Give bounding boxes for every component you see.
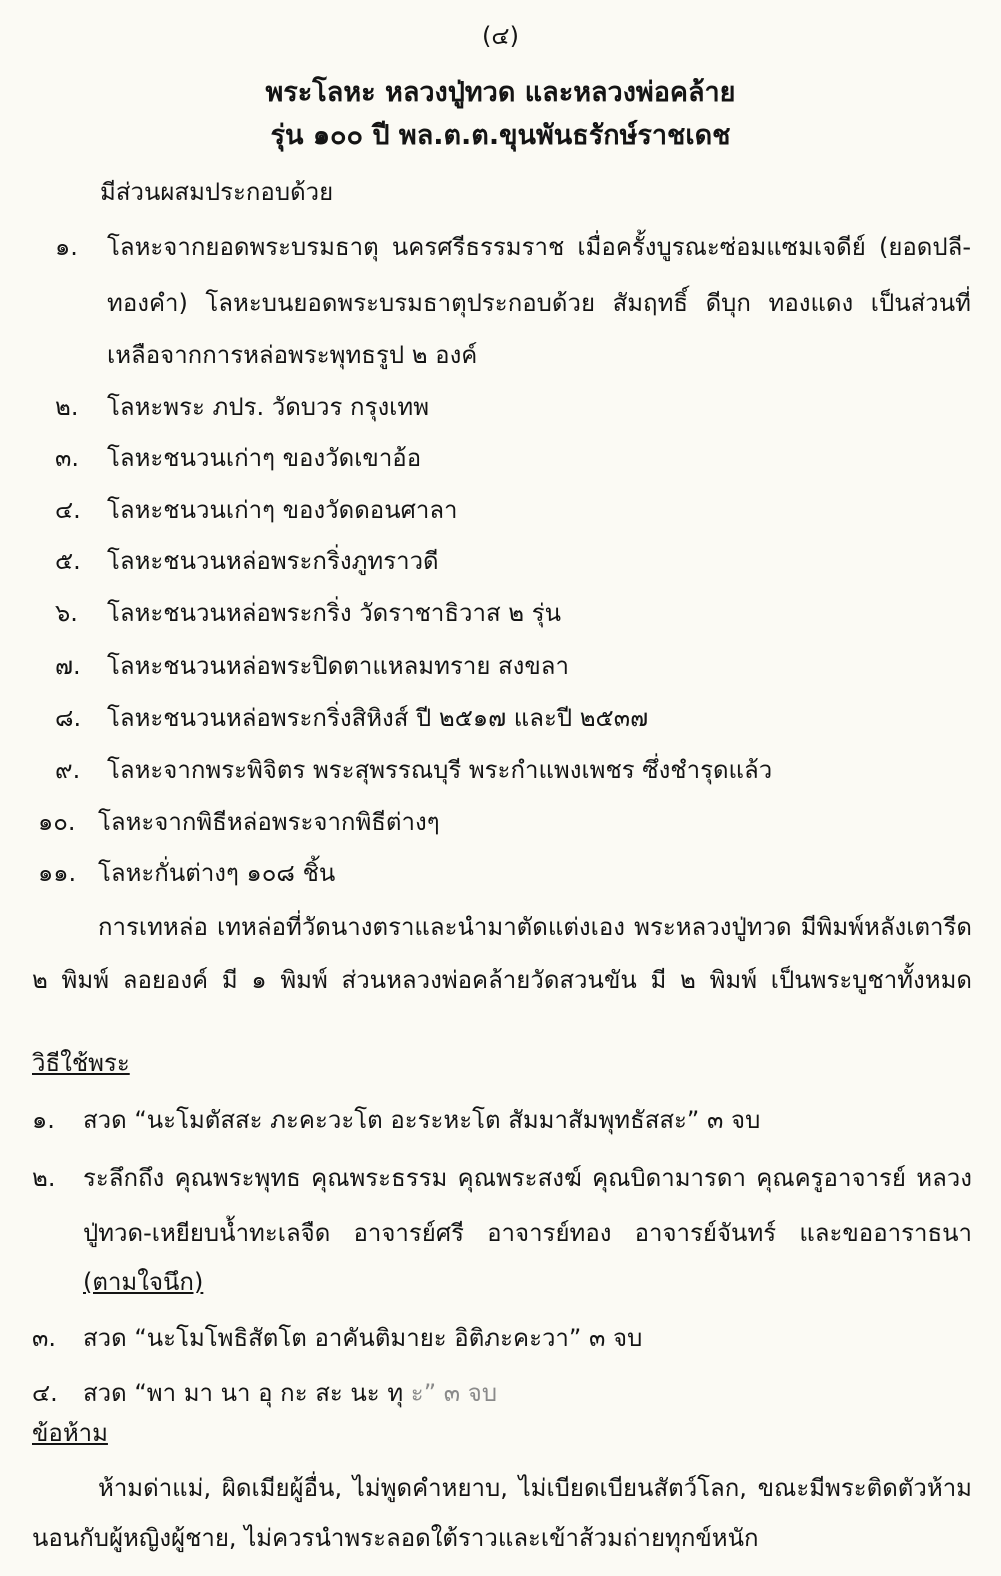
ingredient-text: โลหะจากพระพิจิตร พระสุพรรณบุรี พระกำแพงเพชร ซึ่งชำรุดแล้ว xyxy=(107,756,773,784)
usage-number: ๔. xyxy=(32,1379,58,1407)
ingredient-number: ๓. xyxy=(55,444,80,472)
ingredient-text: โลหะชนวนเก่าๆ ของวัดดอนศาลา xyxy=(107,496,458,524)
page-number: (๔) xyxy=(482,22,519,50)
usage-number: ๓. xyxy=(32,1324,57,1352)
usage-text: สวด “นะโมโพธิสัตโต อาคันติมายะ อิติภะคะวา” ๓ จบ xyxy=(83,1324,643,1352)
ingredient-text: ทองคำ) โลหะบนยอดพระบรมธาตุประกอบด้วย สัมฤทธิ์ ดีบุก ทองแดง เป็นส่วนที่ xyxy=(107,289,971,317)
title-line-2: รุ่น ๑๐๐ ปี พล.ต.ต.ขุนพันธรักษ์ราชเดช xyxy=(270,120,731,151)
ingredient-number: ๑๐. xyxy=(38,808,76,836)
ingredient-number: ๖. xyxy=(55,599,78,627)
usage-text-faded: ะ” ๓ จบ xyxy=(410,1379,498,1407)
usage-text: ระลึกถึง คุณพระพุทธ คุณพระธรรม คุณพระสงฆ์ คุณบิดามารดา คุณครูอาจารย์ หลวง xyxy=(83,1164,972,1192)
ingredient-number: ๘. xyxy=(55,704,82,732)
ingredient-text: โลหะจากพิธีหล่อพระจากพิธีต่างๆ xyxy=(98,808,440,836)
usage-text: ปู่ทวด-เหยียบน้ำทะเลจืด อาจารย์ศรี อาจารย์ทอง อาจารย์จันทร์ และขออาราธนา xyxy=(83,1219,972,1247)
ingredient-text: โลหะชนวนหล่อพระกริ่ง วัดราชาธิวาส ๒ รุ่น xyxy=(107,599,562,627)
usage-text: (ตามใจนึก) xyxy=(83,1268,204,1296)
ingredient-text: โลหะชนวนหล่อพระกริ่งสิหิงส์ ปี ๒๕๑๗ และปี ๒๕๓๗ xyxy=(107,704,649,732)
ingredient-number: ๒. xyxy=(55,393,79,421)
ingredient-text: โลหะชนวนหล่อพระปิดตาแหลมทราย สงขลา xyxy=(107,652,569,680)
casting-paragraph-line: ๒ พิมพ์ ลอยองค์ มี ๑ พิมพ์ ส่วนหลวงพ่อคล้ายวัดสวนขัน มี ๒ พิมพ์ เป็นพระบูชาทั้งหมด xyxy=(32,966,972,994)
usage-number: ๑. xyxy=(32,1106,55,1134)
ingredient-number: ๙. xyxy=(55,756,81,784)
ingredient-number: ๔. xyxy=(55,496,81,524)
usage-heading: วิธีใช้พระ xyxy=(32,1049,130,1077)
ingredient-text: เหลือจากการหล่อพระพุทธรูป ๒ องค์ xyxy=(107,341,478,369)
title-line-1: พระโลหะ หลวงปู่ทวด และหลวงพ่อคล้าย xyxy=(265,77,736,108)
ingredient-text: โลหะพระ ภปร. วัดบวร กรุงเทพ xyxy=(107,393,430,421)
ingredient-text: โลหะกั่นต่างๆ ๑๐๘ ชิ้น xyxy=(98,859,336,887)
ingredient-number: ๑๑. xyxy=(38,859,77,887)
prohibitions-line: ห้ามด่าแม่, ผิดเมียผู้อื่น, ไม่พูดคำหยาบ, ไม่เบียดเบียนสัตว์โลก, ขณะมีพระติดตัวห้าม xyxy=(98,1474,972,1502)
usage-text-main: สวด “พา มา นา อุ กะ สะ นะ ทุ xyxy=(83,1379,404,1407)
ingredient-number: ๑. xyxy=(55,233,78,261)
prohibitions-heading: ข้อห้าม xyxy=(32,1419,108,1447)
ingredient-number: ๗. xyxy=(55,652,81,680)
usage-text xyxy=(83,1373,497,1412)
ingredient-number: ๕. xyxy=(55,547,81,575)
ingredient-text: โลหะชนวนหล่อพระกริ่งภูทราวดี xyxy=(107,547,439,575)
ingredient-text: โลหะชนวนเก่าๆ ของวัดเขาอ้อ xyxy=(107,444,422,472)
intro-text: มีส่วนผสมประกอบด้วย xyxy=(100,178,334,206)
usage-text: สวด “นะโมตัสสะ ภะคะวะโต อะระหะโต สัมมาสัมพุทธัสสะ” ๓ จบ xyxy=(83,1106,761,1134)
prohibitions-line: นอนกับผู้หญิงผู้ชาย, ไม่ควรนำพระลอดใต้ราวและเข้าส้วมถ่ายทุกข์หนัก xyxy=(32,1524,759,1552)
ingredient-text: โลหะจากยอดพระบรมธาตุ นครศรีธรรมราช เมื่อครั้งบูรณะซ่อมแซมเจดีย์ (ยอดปลี- xyxy=(107,233,971,261)
casting-paragraph-line: การเทหล่อ เทหล่อที่วัดนางตราและนำมาตัดแต่งเอง พระหลวงปู่ทวด มีพิมพ์หลังเตารีด xyxy=(98,913,972,941)
usage-number: ๒. xyxy=(32,1164,56,1192)
